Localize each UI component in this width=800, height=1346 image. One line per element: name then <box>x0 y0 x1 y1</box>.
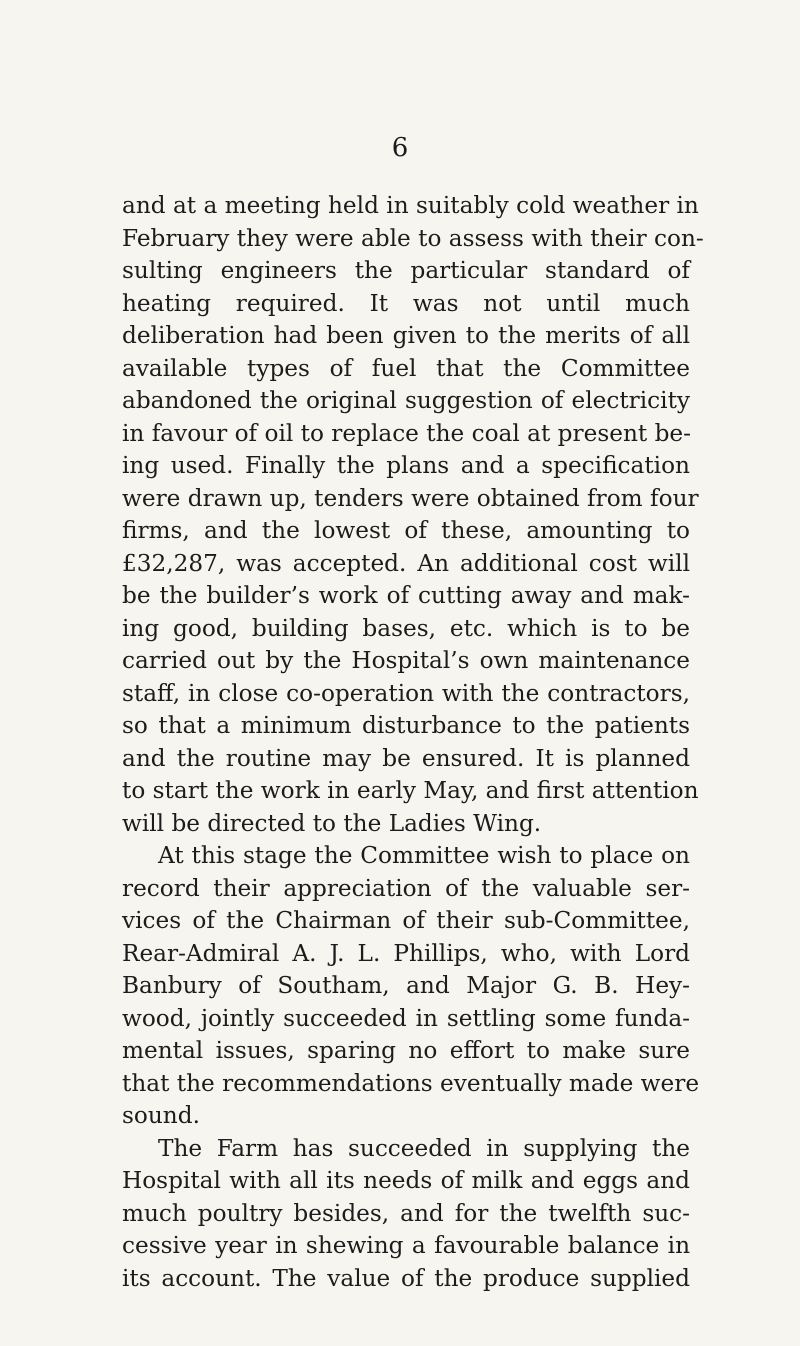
text-line: in favour of oil to replace the coal at present be- <box>122 419 691 447</box>
text-line: that the recommendations eventually made were <box>122 1069 700 1097</box>
text-line: At this stage the Committee wish to place on <box>158 842 690 869</box>
text-line: sound. <box>122 1102 200 1129</box>
text-line: Hospital with all its needs of milk and eggs and <box>122 1167 690 1194</box>
text-line: available types of fuel that the Committee <box>122 354 690 382</box>
paragraph-2 <box>122 840 700 1133</box>
text-line: its account. The value of the produce supplied <box>122 1264 690 1292</box>
text-line: sulting engineers the particular standard of <box>122 257 690 284</box>
text-line: were drawn up, tenders were obtained from four <box>122 484 699 512</box>
text-line: deliberation had been given to the merits of all <box>122 322 690 349</box>
text-line: will be directed to the Ladies Wing. <box>122 809 542 837</box>
text-line: firms, and the lowest of these, amounting to <box>122 517 690 544</box>
text-line: abandoned the original suggestion of electricity <box>122 387 690 414</box>
text-line: heating required. It was not until much <box>122 289 690 317</box>
text-line: February they were able to assess with their con- <box>122 224 704 252</box>
text-line: ing good, building bases, etc. which is to be <box>122 614 690 642</box>
text-line: wood, jointly succeeded in settling some funda- <box>122 1004 690 1032</box>
text-line: vices of the Chairman of their sub-Committee, <box>122 907 690 934</box>
text-line: £32,287, was accepted. An additional cost will <box>122 549 690 577</box>
text-line: Banbury of Southam, and Major G. B. Hey- <box>122 972 690 999</box>
text-line: to start the work in early May, and first attention <box>122 777 699 804</box>
text-line: much poultry besides, and for the twelfth suc- <box>122 1199 690 1227</box>
text-line: be the builder’s work of cutting away and mak- <box>122 582 690 609</box>
text-line: staff, in close co-operation with the contractors, <box>122 679 690 707</box>
paragraph-3 <box>122 1133 690 1296</box>
paragraph-1 <box>122 190 704 840</box>
text-line: The Farm has succeeded in supplying the <box>158 1134 690 1162</box>
body-text <box>122 190 704 1295</box>
text-line: so that a minimum disturbance to the patients <box>122 712 690 739</box>
page-number: 6 <box>391 133 409 163</box>
text-line: and at a meeting held in suitably cold weather in <box>122 192 699 219</box>
text-line: Rear-Admiral A. J. L. Phillips, who, with Lord <box>122 939 690 967</box>
text-line: record their appreciation of the valuable ser- <box>122 874 690 902</box>
text-line: cessive year in shewing a favourable balance in <box>122 1232 690 1259</box>
text-line: carried out by the Hospital’s own maintenance <box>122 647 690 674</box>
text-line: and the routine may be ensured. It is planned <box>122 744 690 772</box>
text-line: mental issues, sparing no effort to make sure <box>122 1037 690 1064</box>
text-line: ing used. Finally the plans and a specification <box>122 452 690 479</box>
